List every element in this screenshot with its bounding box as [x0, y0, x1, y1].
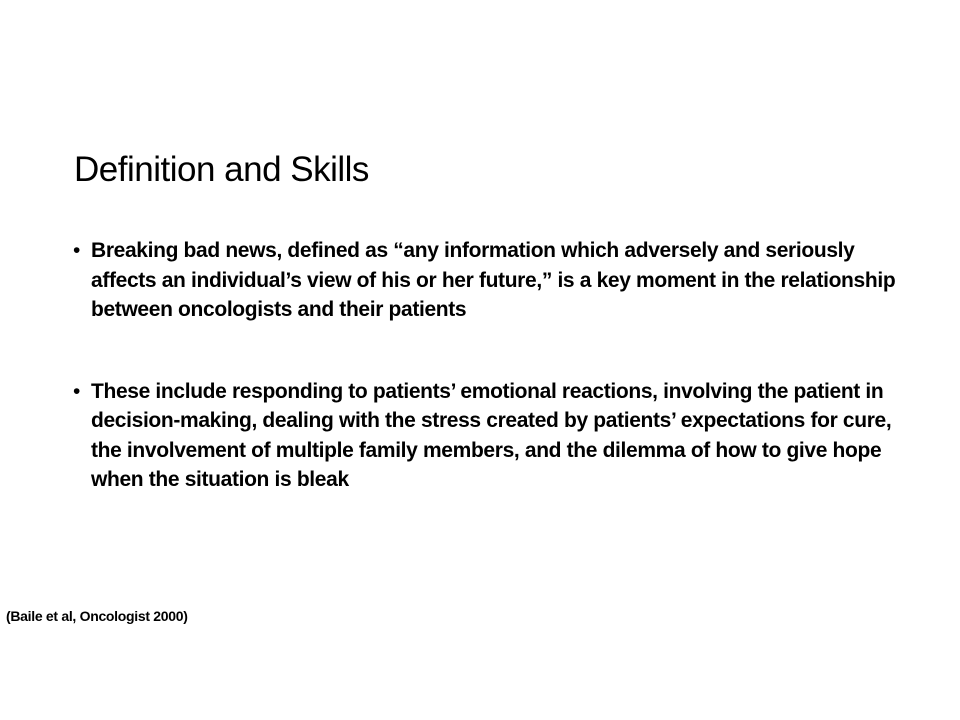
bullet-item-definition	[72, 236, 902, 325]
slide-title: Definition and Skills	[74, 150, 369, 189]
bullet-text: Breaking bad news, defined as “any information which adversely and seriously affects an individual’s view of his or her future,” is a key moment in the relationship between oncologists and their patients	[91, 239, 896, 321]
bullet-item-skills	[72, 377, 902, 495]
bullet-marker-icon: •	[73, 239, 81, 262]
bullet-text: These include responding to patients’ emotional reactions, involving the patient in decision-making, dealing with the stress created by patients’ expectations for cure, the involvement of multiple family members, and the dilemma of how to give hope when the situation is bleak	[91, 379, 892, 491]
bullet-list	[72, 236, 902, 495]
bullet-marker-icon: •	[73, 379, 81, 403]
citation: (Baile et al, Oncologist 2000)	[6, 608, 188, 624]
